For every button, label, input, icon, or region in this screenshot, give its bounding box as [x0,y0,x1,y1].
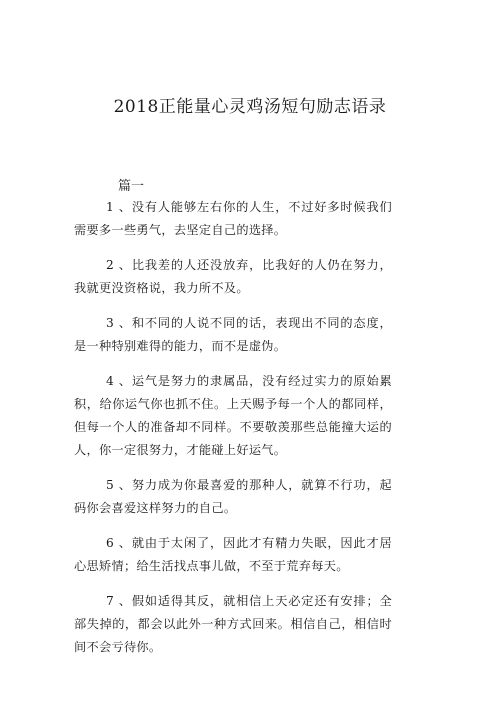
paragraph: 1 、没有人能够左右你的人生，不过好多时候我们需要多一些勇气，去坚定自己的选择。 [74,200,392,237]
paragraph: 3 、和不同的人说不同的话，表现出不同的态度，是一种特别难得的能力，而不是虚伪。 [74,316,392,353]
paragraph: 4 、运气是努力的隶属品，没有经过实力的原始累积，给你运气你也抓不住。上天赐予每一个人的都同样，但每一个人的准备却不同样。不要敬羡那些总能撞大运的人，你一定很努力，才能碰上好运气。 [74,374,392,457]
paragraph: 5 、努力成为你最喜爱的那种人，就算不行功，起码你会喜爱这样努力的自己。 [74,478,392,515]
document-title: 2018正能量心灵鸡汤短句励志语录 [113,97,387,117]
paragraph: 2 、比我差的人还没放弃，比我好的人仍在努力，我就更没资格说，我力所不及。 [74,258,392,295]
paragraph: 7 、假如适得其反，就相信上天必定还有安排；全部失掉的，都会以此外一种方式回来。相信自己，相信时间不会亏待你。 [74,594,392,654]
section-heading: 篇一 [118,179,145,194]
paragraph: 6 、就由于太闲了，因此才有精力失眠，因此才居心思矫情；给生活找点事儿做，不至于荒弃每天。 [74,536,392,573]
paragraph-list [74,196,392,671]
